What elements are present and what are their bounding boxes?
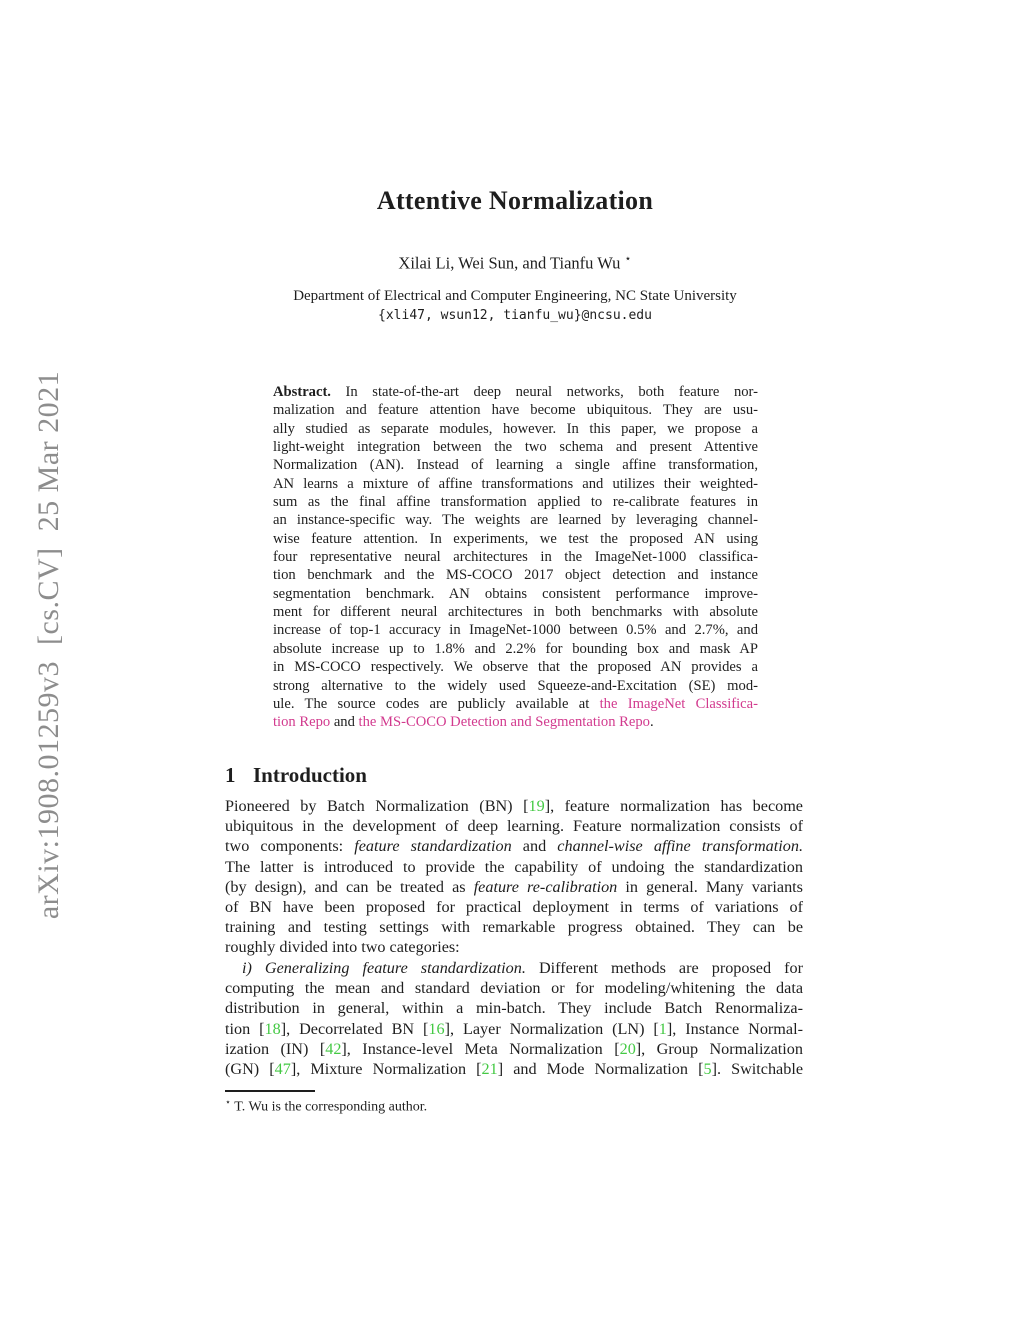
citation-ref[interactable]: 47 [274,1060,291,1079]
text-segment: in general. Many variants [617,877,803,896]
text-line [273,713,758,731]
text-segment: AN learns a mixture of affine transformations and utilizes their weighted- [273,475,758,492]
text-segment: . [649,714,654,731]
text-line [225,937,803,957]
text-segment: ment for different neural architectures in both benchmarks with absolute [273,604,758,621]
text-segment: i) Generalizing feature standardization. [242,959,526,977]
hyperlink[interactable]: the ImageNet Classifica- [599,695,758,712]
text-line [273,456,758,474]
text-segment: ] and Mode Normalization [ [497,1060,704,1079]
text-line [225,958,803,978]
text-segment: Pioneered by Batch Normalization (BN) [ [225,797,529,815]
text-segment: Different methods are proposed for [525,959,803,977]
paper-title: Attentive Normalization [376,186,654,215]
text-segment: ], Instance Normal- [666,1019,803,1038]
footnote-rule [225,1090,315,1092]
citation-ref[interactable]: 1 [658,1019,667,1038]
text-segment: (GN) [ [225,1060,275,1079]
text-line [273,677,758,695]
section-title: Introduction [253,763,367,787]
text-line [273,640,758,658]
abstract-paragraph [273,383,758,732]
text-line [273,511,758,529]
text-segment: ], Group Normalization [635,1039,803,1058]
text-line [225,816,803,836]
text-line [225,1059,803,1079]
section-heading [225,763,805,788]
text-line [225,1039,803,1059]
text-line [225,897,803,917]
text-segment: In state-of-the-art deep neural networks, both feature nor- [330,384,758,400]
text-segment: ], Instance-level Meta Normalization [ [341,1039,620,1058]
hyperlink[interactable]: tion Repo [273,714,331,731]
text-segment: distribution in general, within a min-batch. They include Batch Renormaliza- [225,999,803,1018]
text-line [273,658,758,676]
arxiv-watermark: arXiv:1908.01259v3 [cs.CV] 25 Mar 2021 [32,370,65,920]
text-segment: (by design), and can be treated as [225,877,474,896]
footnote [225,1097,805,1116]
text-segment: feature standardization [354,837,512,856]
text-segment: ], Mixture Normalization [ [290,1060,482,1079]
text-segment: ], feature normalization has become [544,797,803,815]
citation-ref[interactable]: 18 [264,1019,281,1038]
text-line [273,401,758,419]
text-line [273,530,758,548]
text-segment: absolute increase up to 1.8% and 2.2% for bounding box and mask AP [273,640,758,657]
citation-ref[interactable]: 5 [703,1060,712,1079]
text-segment: channel-wise affine transformation. [557,837,804,856]
text-line [225,998,803,1018]
text-segment: light-weight integration between the two schema and present Attentive [273,439,758,456]
text-segment: Normalization (AN). Instead of learning a single affine transformation, [273,457,758,474]
text-line [225,877,803,897]
text-line [225,978,803,998]
text-line [273,420,758,438]
text-segment: tion [ [225,1019,265,1038]
text-segment: four representative neural architectures in the ImageNet-1000 classifica- [273,549,758,566]
text-segment: two components: [225,837,355,856]
text-segment: computing the mean and standard deviation or for modeling/whitening the data [225,979,803,998]
section-number: 1 [225,763,236,787]
text-line [273,475,758,493]
citation-ref[interactable]: 21 [481,1060,498,1079]
text-segment: training and testing settings with remarkable progress obtained. They can be [225,918,803,937]
text-segment: ], Layer Normalization (LN) [ [444,1019,659,1038]
email-line[interactable]: {xli47, wsun12, tianfu_wu}@ncsu.edu [378,308,652,323]
text-segment: an instance-specific way. The weights are learned by leveraging channel- [273,512,758,529]
text-line [273,621,758,639]
text-segment: ule. The source codes are publicly available at [273,695,600,712]
text-segment: feature re-calibration [473,877,618,896]
text-segment: Abstract. [273,384,331,400]
text-segment: tion benchmark and the MS-COCO 2017 object detection and instance [273,567,758,584]
text-segment: ubiquitous in the development of deep learning. Feature normalization consists of [225,817,803,836]
text-segment: ], Decorrelated BN [ [280,1019,429,1038]
text-segment: roughly divided into two categories: [225,938,460,957]
text-line [273,585,758,603]
text-segment: strong alternative to the widely used Squeeze-and-Excitation (SE) mod- [273,677,758,694]
text-line [273,383,758,401]
text-line [273,493,758,511]
text-line [225,1019,803,1039]
footnote-marker: ⋆ [225,1098,231,1108]
text-segment: of BN have been proposed for practical deployment in terms of variations of [225,898,803,917]
text-segment: malization and feature attention have become ubiquitous. They are usu- [273,402,758,419]
affiliation-line: Department of Electrical and Computer Engineering, NC State University [293,288,737,304]
text-segment: ization (IN) [ [225,1039,326,1058]
authors-text: Xilai Li, Wei Sun, and Tianfu Wu [398,253,621,273]
text-line [273,603,758,621]
text-segment: and [330,714,359,731]
citation-ref[interactable]: 19 [528,797,545,815]
text-segment: ally studied as separate modules, however. In this paper, we propose a [273,420,758,437]
text-segment: wise feature attention. In experiments, we test the proposed AN using [273,530,758,547]
hyperlink[interactable]: the MS-COCO Detection and Segmentation Repo [358,714,650,731]
corresponding-author-mark: ⋆ [624,253,632,265]
citation-ref[interactable]: 16 [428,1019,445,1038]
text-line [225,796,803,816]
text-segment: in MS-COCO respectively. We observe that the proposed AN provides a [273,659,758,676]
citation-ref[interactable]: 20 [619,1039,636,1058]
text-segment: and [511,837,558,856]
citation-ref[interactable]: 42 [325,1039,342,1058]
text-segment: sum as the final affine transformation applied to re-calibrate features in [273,494,758,511]
text-line [273,438,758,456]
text-line [273,695,758,713]
text-line [225,917,803,937]
text-line [225,836,803,856]
text-segment: segmentation benchmark. AN obtains consistent performance improve- [273,585,758,602]
intro-paragraph-2 [225,958,803,1079]
text-line [273,566,758,584]
text-line [273,548,758,566]
text-segment: increase of top-1 accuracy in ImageNet-1000 between 0.5% and 2.7%, and [273,622,758,639]
text-segment: ]. Switchable [711,1060,804,1079]
intro-paragraph-1 [225,796,803,958]
authors-line [225,252,805,274]
footnote-text: T. Wu is the corresponding author. [230,1099,428,1115]
text-segment: The latter is introduced to provide the capability of undoing the standardization [225,857,803,876]
text-line [225,857,803,877]
